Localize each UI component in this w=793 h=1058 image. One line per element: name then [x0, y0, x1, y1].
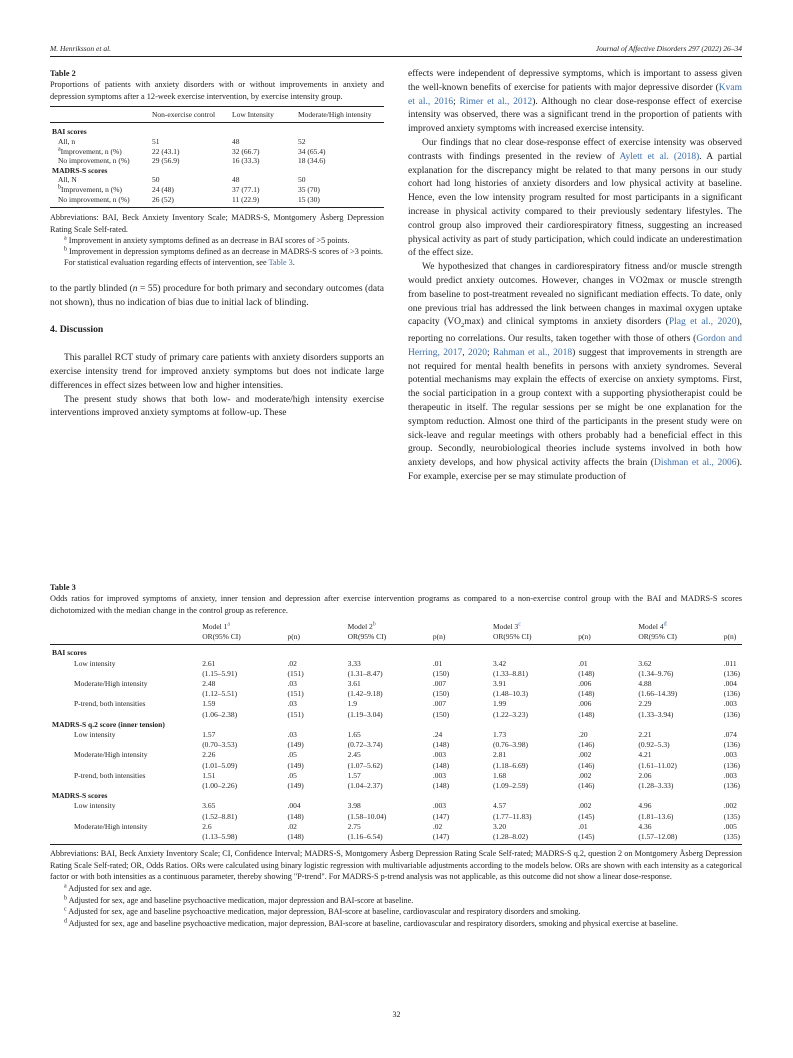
table2-cell: 18 (34.6)	[298, 156, 326, 166]
row-label-text: All, N	[58, 175, 77, 185]
table2-section-title: BAI scores	[52, 127, 87, 137]
table3-ci-value: (1.22–3.23)	[492, 709, 528, 719]
table3-row	[50, 659, 742, 669]
table3-section-row	[50, 720, 742, 730]
table3-p-value: .03	[287, 699, 297, 709]
table3-p-value: .004	[723, 678, 737, 688]
table3-empty	[50, 832, 200, 845]
table2-cell: 15 (30)	[296, 195, 384, 208]
table3-ci-value: (0.72–3.74)	[347, 740, 383, 750]
left-column	[50, 68, 384, 421]
table3-section-title: MADRS-S scores	[52, 791, 108, 801]
table3-subheader-row	[50, 632, 742, 645]
table3-link[interactable]: Table 3	[268, 258, 293, 268]
table2-row-label	[50, 195, 150, 208]
header-rule	[50, 56, 742, 57]
table3-row-ci	[50, 812, 742, 822]
ref-gordon[interactable]: Gordon and Herring, 2017	[408, 334, 742, 358]
table3-p-value: .003	[432, 770, 447, 780]
footnote-text: Adjusted for sex, age and baseline psychoactive medication, major depression and BAI-score at baseline.	[68, 895, 414, 905]
table3-empty	[50, 689, 200, 699]
table2-row	[50, 175, 384, 185]
table3-row-label: Low intensity	[74, 729, 116, 739]
table3-n-value: (149)	[287, 780, 304, 790]
right-para-1: effects were independent of depressive symptoms, which is important to assess given the well-known benefits of exercise for patients with major depressive disorder (Kvam et al., 2016; Rimer et al., 2012). Although no clear dose-response effect of exercise intensity was observed, there was a significant trend in the proportion of patients with improved anxiety symptoms with increased exercise intensity.	[408, 69, 742, 135]
table3-ci-value: (1.16–6.54)	[346, 832, 431, 845]
table2-label: Table 2	[50, 69, 76, 78]
table2-footnote-b: $^b$ Improvement in depression symptoms defined as an decrease in MADRS-S scores of >3 points.	[64, 246, 383, 257]
table3-row-label: Low intensity	[74, 658, 116, 668]
table3-p-value: .003	[723, 770, 737, 780]
table3-or-value: 2.81	[492, 750, 507, 760]
table3-row-label: P-trend, both intensities	[74, 699, 146, 709]
table3-row-ci	[50, 781, 742, 791]
table3-or-value: 2.29	[638, 699, 652, 709]
table3-p-value: .005	[723, 821, 737, 831]
table3-or-value: 1.73	[492, 729, 507, 739]
row-label-text: No improvement, n (%)	[58, 194, 130, 204]
table2-header-row	[50, 106, 384, 123]
table2-row-label	[50, 137, 150, 147]
table3-ci-value: (1.57–12.08)	[636, 832, 721, 845]
table3-or-value: 3.61	[347, 678, 361, 688]
table3-p-value: .05	[287, 750, 297, 760]
table3-p-value: .007	[432, 678, 447, 688]
table3-p-value: .03	[287, 678, 297, 688]
table3-n-value: (148)	[578, 689, 595, 699]
table3-or-value: 2.26	[202, 750, 216, 760]
table3-or-value: 3.91	[492, 678, 507, 688]
table3-section-title: MADRS-S q.2 score (inner tension)	[52, 719, 165, 729]
table3-n-value: (148)	[578, 709, 595, 719]
table3-model-header	[200, 619, 285, 632]
table3-or-value: 1.57	[347, 770, 361, 780]
table3-row	[50, 801, 742, 811]
table3-p-value: .05	[287, 770, 297, 780]
table2-cell: 51	[152, 137, 160, 147]
table3-row-ci	[50, 689, 742, 699]
table3-or-value: 2.75	[347, 821, 361, 831]
table2-section-title: MADRS-S scores	[52, 165, 108, 175]
table3-n-value: (151)	[287, 689, 304, 699]
table3-n-value: (145)	[576, 832, 636, 845]
table2-cell: 52	[298, 137, 306, 147]
table3-ci-value: (0.70–3.53)	[202, 740, 238, 750]
table3-or-value: 3.65	[202, 801, 216, 811]
table3-or-value: 3.42	[492, 658, 507, 668]
table3-p-value: .02	[432, 821, 443, 831]
table3-ci-value: (0.92–5.3)	[638, 740, 670, 750]
table3-ci-value: (0.76–3.98)	[492, 740, 528, 750]
table3-or-value: 2.45	[347, 750, 361, 760]
table3-p-value: .006	[578, 678, 592, 688]
table2-col-header: Low Intensity	[230, 106, 296, 123]
table3-or-value: 3.98	[347, 801, 361, 811]
table3-label: Table 3	[50, 583, 76, 592]
table3-n-value: (148)	[287, 811, 304, 821]
table3-n-value: (147)	[431, 832, 491, 845]
table2-row-label	[50, 156, 150, 166]
table2-cell: 22 (43.1)	[152, 146, 180, 156]
table2-row-label	[50, 185, 150, 195]
table3-or-value: 1.65	[347, 729, 361, 739]
table3-section-row	[50, 648, 742, 658]
table3-abbrev: Abbreviations: BAI, Beck Anxiety Inventory Scale; CI, Confidence Interval; MADRS-S, Montgomery Åsberg Depression Rating Scale Self-rated; MADRS-S q.2, question 2 on Montgomery Åsberg Depression Rating Scale Self-rated; OR, Odds Ratios. ORs were calculated using binary logistic regression with multivariable adjustments according to the models below. ORs are shown with each intensity as a categorical factor or with both intensities as a continuous parameter, thereby showing "P-trend". For MADRS-S p-trend analysis was not applicable, as this outcome did not show a linear dose-response.	[50, 849, 742, 882]
discussion-heading: 4. Discussion	[50, 324, 104, 336]
table3-row-label: Low intensity	[74, 801, 116, 811]
table3-notes	[50, 848, 742, 929]
ref-dishman[interactable]: Dishman et al., 2006	[653, 458, 737, 469]
table3-n-value: (146)	[578, 740, 595, 750]
table3-ci-value: (1.19–3.04)	[347, 709, 383, 719]
table3-empty	[50, 669, 200, 679]
table2-cell: 48	[232, 137, 240, 147]
table3-model-spacer	[576, 619, 636, 632]
table3-or-header: OR(95% CI)	[200, 632, 285, 645]
table3-or-value: 3.20	[492, 821, 507, 831]
table3-ci-value: (1.12–5.51)	[202, 689, 238, 699]
table3-or-value: 2.06	[638, 770, 652, 780]
right-para-3: We hypothesized that changes in cardiorespiratory fitness and/or muscle strength would predict anxiety outcomes. However, changes in VO2max or muscle strength from baseline to post-treatment revealed no significant mediation effects. To date, only one previous trial has addressed the link between changes in maximal oxygen uptake capacity $(VO_2\max)$ and clinical symptoms in anxiety disorders (Plag et al., 2020), reporting no correlations. Our results, taken together with those of others (Gordon and Herring, 2017, 2020; Rahman et al., 2018) suggest that improvements in strength are not required for mental health benefits in persons with anxiety syndromes. Several potential mechanisms may explain the effects of exercise on anxiety symptoms. First, the social participation in a group context with a supporting physiotherapist could be therapeutic in itself. The regular sessions per se might be one explanation for the symptom reduction. Almost one third of the participants in the present study were on sick-leave and regular meetings with others probably had a beneficial effect in this group. Secondly, neurobiological theories include systems involved in both how anxiety develops, and how physical activity affects the brain (Dishman et al., 2006). For example, exercise per se may stimulate production of	[408, 262, 743, 482]
table3-row	[50, 679, 742, 689]
table3-model-header	[491, 619, 576, 632]
table3-n-value: (149)	[287, 740, 304, 750]
table3-or-value: 1.99	[492, 699, 507, 709]
model-name: Model 4	[638, 621, 664, 631]
table3-p-value: .002	[578, 801, 592, 811]
table3-p-header: p(n)	[722, 632, 742, 645]
table3-p-value: .002	[723, 801, 737, 811]
table3-n-value: (136)	[723, 689, 740, 699]
table2-notes	[50, 212, 384, 268]
table3-ci-value: (1.18–6.69)	[492, 760, 528, 770]
table3-p-value: .007	[432, 699, 447, 709]
footnote-marker: c	[64, 906, 67, 913]
table3-or-value: 4.57	[492, 801, 507, 811]
table3-n-value: (148)	[432, 760, 450, 770]
table3-ci-value: (1.06–2.38)	[202, 709, 238, 719]
table3-p-header: p(n)	[431, 632, 491, 645]
table3-or-value: 1.9	[347, 699, 357, 709]
table3-n-value: (146)	[578, 760, 595, 770]
table3-row	[50, 730, 742, 740]
table2-cell: 37 (77.1)	[232, 185, 260, 195]
table3-n-value: (135)	[722, 832, 742, 845]
table2-cell: 48	[232, 175, 240, 185]
table2-cell: 35 (70)	[298, 185, 320, 195]
table2-footnote-a: $^a$ Improvement in anxiety symptoms defined as an decrease in BAI scores of >5 points.	[64, 235, 350, 245]
table3-n-value: (147)	[432, 811, 450, 821]
table3-n-value: (151)	[287, 709, 304, 719]
table3-p-value: .003	[723, 699, 737, 709]
table3-row-ci	[50, 710, 742, 720]
table3-model-spacer	[286, 619, 346, 632]
table3-caption-block	[50, 582, 742, 616]
ref-aylett[interactable]: Aylett et al. (2018)	[619, 151, 700, 162]
table3-ci-value: (1.07–5.62)	[347, 760, 383, 770]
table3-p-value: .004	[287, 801, 301, 811]
table3-row	[50, 822, 742, 832]
footnote-marker: a	[227, 621, 231, 628]
table2-cell: 50	[152, 175, 160, 185]
row-label-text: Improvement, n (%)	[60, 146, 122, 156]
table3-corner	[50, 632, 200, 645]
running-header-journal: Journal of Affective Disorders 297 (2022) 26–34	[595, 44, 742, 53]
footnote-text: Adjusted for sex, age and baseline psychoactive medication, major depression, BAI-score at baseline, cardiovascular and respiratory disorders and smoking.	[68, 907, 581, 917]
footnote-text: Adjusted for sex and age.	[68, 883, 152, 893]
ref-gordon-2020[interactable]: 2020	[467, 347, 487, 358]
table3	[50, 619, 742, 845]
row-label-text: No improvement, n (%)	[58, 156, 130, 166]
ref-rahman[interactable]: Rahman et al., 2018	[492, 347, 573, 358]
table3-empty	[50, 812, 200, 822]
table3-p-value: .003	[723, 750, 737, 760]
table3-section-row	[50, 791, 742, 801]
left-para-2: This parallel RCT study of primary care patients with anxiety disorders supports an exercise intensity trend for improved anxiety symptoms but does not indicate large differences in effect sizes between low and higher intensities.	[50, 353, 384, 391]
model-name: Model 3	[492, 621, 519, 631]
table3-n-value: (150)	[432, 668, 450, 678]
table3-p-value: .02	[287, 821, 297, 831]
table3-n-value: (148)	[286, 832, 346, 845]
table3-n-value: (136)	[723, 740, 740, 750]
table3-n-value: (146)	[578, 780, 595, 790]
table3-p-value: .002	[578, 750, 592, 760]
table2-row-label	[50, 147, 150, 157]
table3-ci-value: (1.15–5.91)	[202, 668, 238, 678]
table3-ci-value: (1.31–8.47)	[347, 668, 383, 678]
table3-p-value: .003	[432, 801, 447, 811]
table3-corner	[50, 619, 200, 632]
left-para-1: to the partly blinded (n = 55) procedure for both primary and secondary outcomes (data not shown), thus no indication of bias due to initial lack of blinding.	[50, 283, 384, 308]
table2-col-header: Non-exercise control	[150, 106, 230, 123]
table3-row	[50, 699, 742, 709]
table2-cell: 34 (65.4)	[298, 146, 326, 156]
table3-ci-value: (1.52–8.81)	[202, 811, 238, 821]
table3-ci-value: (1.09–2.59)	[492, 780, 528, 790]
table3-p-value: .01	[578, 821, 588, 831]
table3-footnote	[50, 895, 742, 907]
footnote-marker: b	[372, 621, 376, 628]
table2-abbrev: Abbreviations: BAI, Beck Anxiety Inventory Scale; MADRS-S, Montgomery Åsberg Depression Rating Scale Self-rated.	[50, 213, 384, 234]
footnote-marker: d	[64, 917, 67, 924]
table3-ci-value: (1.58–10.04)	[347, 811, 387, 821]
table3-ci-value: (1.61–11.02)	[638, 760, 677, 770]
table3-model-header	[346, 619, 431, 632]
table2-cell: 26 (52)	[150, 195, 230, 208]
table3-ci-value: (1.33–3.94)	[638, 709, 674, 719]
table3-or-header: OR(95% CI)	[636, 632, 721, 645]
table2-cell: 24 (48)	[152, 185, 174, 195]
table2-col-header	[50, 106, 150, 123]
table3-p-value: .003	[432, 750, 447, 760]
table3-n-value: (136)	[723, 760, 740, 770]
table2-row	[50, 137, 384, 147]
table3-or-value: 2.61	[202, 658, 216, 668]
table3-ci-value: (1.01–5.09)	[202, 760, 238, 770]
table3-n-value: (150)	[432, 709, 450, 719]
table3-row-label: Moderate/High intensity	[74, 821, 148, 831]
table3-caption: Odds ratios for improved symptoms of anxiety, inner tension and depression after exercise intervention programs as compared to a non-exercise control group with the BAI and MADRS-S scores dichotomized with the median change in the control group as reference.	[50, 594, 742, 615]
table2	[50, 106, 384, 208]
table3-p-value: .02	[287, 658, 297, 668]
table2-cell: 50	[298, 175, 306, 185]
table2-caption-block	[50, 68, 384, 102]
table3-or-value: 1.57	[202, 729, 216, 739]
table2-row	[50, 147, 384, 157]
table2-cell: 11 (22.9)	[230, 195, 296, 208]
table3-ci-value: (1.04–2.37)	[347, 780, 383, 790]
table3-footnote	[50, 883, 742, 895]
table3-or-value: 2.21	[638, 729, 652, 739]
table3-footnote	[50, 918, 742, 930]
footnote-marker: a	[58, 146, 61, 153]
table3-n-value: (136)	[723, 709, 740, 719]
table3-model-row	[50, 619, 742, 632]
page-number: 32	[392, 1010, 401, 1019]
table3-p-header: p(n)	[576, 632, 636, 645]
running-header-authors: M. Henriksson et al.	[50, 44, 112, 53]
table3-or-value: 3.33	[347, 658, 361, 668]
ref-rimer[interactable]: Rimer et al., 2012	[459, 96, 533, 107]
table2-cell: 29 (56.9)	[152, 156, 180, 166]
table3-n-value: (148)	[432, 780, 450, 790]
table3-ci-value: (1.28–8.02)	[491, 832, 576, 845]
ref-plag[interactable]: Plag et al., 2020	[668, 317, 737, 328]
table2-row	[50, 156, 384, 166]
left-para-3: The present study shows that both low- and moderate/high intensity exercise interventions improved anxiety symptoms at follow-up. These	[50, 394, 384, 419]
table3-row	[50, 771, 742, 781]
table2-caption: Proportions of patients with anxiety disorders with or without improvements in anxiety and depression symptoms after a 12-week exercise intervention, by exercise intensity group.	[50, 80, 384, 101]
right-para-2: Our findings that no clear dose-response effect of exercise intensity was observed contrasts with findings presented in the review of Aylett et al. (2018). A partial explanation for the discrepancy might be related to that many persons in our study cohort had long histories of anxiety disorders and low physical activity at baseline. Hence, even the low intensity program resulted for most participants in a significant increase in physical activity compared to their previously sedentary lifestyles. The control group also improved their cardiorespiratory fitness, suggesting an increased physical activity as part of study participation, which could indicate an underestimation of the effect size.	[408, 137, 742, 259]
table2-stat-note: For statistical evaluation regarding effects of intervention, see Table 3.	[64, 258, 295, 268]
row-label-text: All, n	[58, 137, 76, 147]
model-name: Model 1	[202, 621, 228, 631]
table3-or-value: 1.51	[202, 770, 216, 780]
model-name: Model 2	[347, 621, 373, 631]
table3-n-value: (148)	[578, 668, 595, 678]
table2-section-row	[50, 166, 384, 176]
table2-row-label	[50, 175, 150, 185]
table3-or-value: 1.59	[202, 699, 216, 709]
table3-ci-value: (1.42–9.18)	[347, 689, 383, 699]
table3-row	[50, 750, 742, 760]
table3-p-value: .011	[723, 658, 737, 668]
table3-p-value: .002	[578, 770, 592, 780]
table3-or-value: 2.6	[202, 821, 212, 831]
table3-p-value: .24	[432, 729, 443, 739]
table3-row-ci	[50, 832, 742, 845]
table3-p-value: .006	[578, 699, 592, 709]
table2-section-row	[50, 127, 384, 137]
table3-p-header: p(n)	[286, 632, 346, 645]
table3-ci-value: (1.48–10.3)	[492, 689, 528, 699]
table3-or-value: 1.68	[492, 770, 507, 780]
table3-or-value: 4.21	[638, 750, 652, 760]
table3-p-value: .20	[578, 729, 588, 739]
table3-row-ci	[50, 740, 742, 750]
row-label-text: Improvement, n (%)	[61, 185, 123, 195]
table3-ci-value: (1.13–5.98)	[200, 832, 285, 845]
table3-row-label: Moderate/High intensity	[74, 678, 148, 688]
table3-p-value: .074	[723, 729, 737, 739]
table3-p-value: .01	[432, 658, 443, 668]
table2-row	[50, 195, 384, 208]
table3-n-value: (148)	[432, 740, 450, 750]
table3-model-header	[636, 619, 721, 632]
table3-p-value: .03	[287, 729, 297, 739]
table3-p-value: .01	[578, 658, 588, 668]
table3-row-ci	[50, 761, 742, 771]
table3-or-value: 4.96	[638, 801, 652, 811]
footnote-marker: a	[64, 883, 67, 890]
table3-ci-value: (1.28–3.33)	[638, 780, 674, 790]
table3-ci-value: (1.00–2.26)	[202, 780, 238, 790]
table3-n-value: (136)	[723, 780, 740, 790]
footnote-marker: b	[58, 184, 61, 191]
table3-ci-value: (1.34–9.76)	[638, 668, 674, 678]
table2-row	[50, 185, 384, 195]
table3-empty	[50, 740, 200, 750]
table3-row-label: P-trend, both intensities	[74, 770, 146, 780]
table3-or-value: 2.48	[202, 678, 216, 688]
table3-n-value: (135)	[723, 811, 740, 821]
ref-kvam[interactable]: Kvam et al., 2016	[408, 82, 742, 107]
table3-n-value: (136)	[723, 668, 740, 678]
table3-n-value: (150)	[432, 689, 450, 699]
table3-ci-value: (1.81–13.6)	[638, 811, 674, 821]
table3-row-ci	[50, 669, 742, 679]
table3-or-header: OR(95% CI)	[346, 632, 431, 645]
table3-footnote	[50, 906, 742, 918]
table3-ci-value: (1.33–8.81)	[492, 668, 528, 678]
table3-row-label: Moderate/High intensity	[74, 750, 148, 760]
table3-empty	[50, 710, 200, 720]
footnote-marker: b	[64, 894, 67, 901]
footnote-text: Adjusted for sex, age and baseline psychoactive medication, major depression, BAI-score at baseline, cardiovascular and respiratory disorders, smoking and physical exercise at baseline.	[68, 918, 678, 928]
table3-or-value: 3.62	[638, 658, 652, 668]
table3-model-spacer	[431, 619, 491, 632]
table3-ci-value: (1.66–14.39)	[638, 689, 678, 699]
table3-or-header: OR(95% CI)	[491, 632, 576, 645]
table2-col-header: Moderate/High intensity	[296, 106, 384, 123]
table2-cell: 16 (33.3)	[232, 156, 260, 166]
table3-model-spacer	[722, 619, 742, 632]
right-column	[408, 68, 742, 485]
table3-or-value: 4.36	[638, 821, 652, 831]
table3-n-value: (151)	[287, 668, 304, 678]
table3-block	[50, 582, 742, 929]
table3-empty	[50, 761, 200, 771]
table3-n-value: (145)	[578, 811, 595, 821]
table3-n-value: (149)	[287, 760, 304, 770]
table3-ci-value: (1.77–11.83)	[492, 811, 532, 821]
table2-cell: 32 (66.7)	[232, 146, 260, 156]
footnote-marker: c	[518, 621, 521, 628]
footnote-marker: d	[663, 621, 667, 628]
table3-empty	[50, 781, 200, 791]
table3-section-title: BAI scores	[52, 648, 87, 658]
table3-or-value: 4.88	[638, 678, 652, 688]
